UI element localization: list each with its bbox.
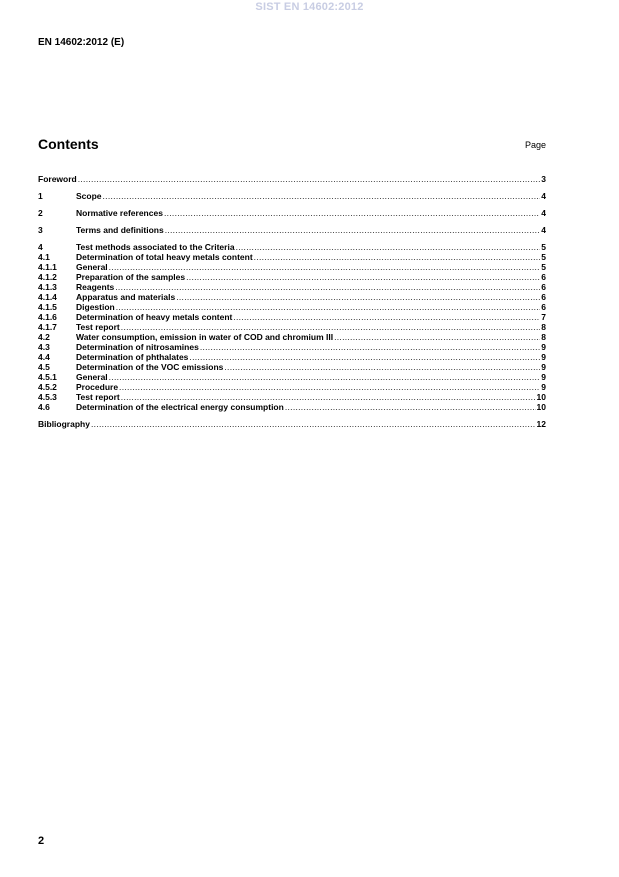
toc-entry-page: 8 xyxy=(541,322,546,332)
toc-entry-page: 6 xyxy=(541,292,546,302)
toc-entry-label: Determination of the VOC emissions xyxy=(76,362,224,372)
toc-dot-leader xyxy=(115,282,540,292)
toc-entry-number: 4.1.2 xyxy=(38,272,57,282)
toc-entry-number: 1 xyxy=(38,191,43,201)
watermark: SIST EN 14602:2012 xyxy=(255,1,364,13)
toc-entry-page: 4 xyxy=(541,208,546,218)
toc-dot-leader xyxy=(103,191,541,201)
toc-entry-label: Scope xyxy=(76,191,102,201)
toc-entry-label: General xyxy=(76,372,108,382)
toc-entry-label: Determination of total heavy metals content xyxy=(76,252,253,262)
toc-entry-number: 4.1.5 xyxy=(38,302,57,312)
toc-entry-normative-references[interactable] xyxy=(38,208,546,218)
contents-title: Contents xyxy=(38,136,99,152)
toc-entry-procedure[interactable] xyxy=(38,382,546,392)
toc-dot-leader xyxy=(165,225,541,235)
toc-entry-page: 4 xyxy=(541,191,546,201)
toc-entry-page: 5 xyxy=(541,242,546,252)
toc-entry-number: 4.1 xyxy=(38,252,50,262)
toc-entry-page: 10 xyxy=(536,392,546,402)
toc-dot-leader xyxy=(236,242,541,252)
toc-entry-number: 4 xyxy=(38,242,43,252)
document-id: EN 14602:2012 (E) xyxy=(38,37,125,48)
toc-dot-leader xyxy=(233,312,540,322)
toc-entry-page: 6 xyxy=(541,272,546,282)
toc-entry-page: 5 xyxy=(541,252,546,262)
toc-entry-page: 6 xyxy=(541,302,546,312)
toc-dot-leader xyxy=(164,208,540,218)
toc-entry-number: 4.1.6 xyxy=(38,312,57,322)
toc-dot-leader xyxy=(254,252,541,262)
toc-entry-page: 9 xyxy=(541,382,546,392)
table-of-contents xyxy=(38,174,546,429)
toc-entry-label: Water consumption, emission in water of COD and chromium III xyxy=(76,332,334,342)
toc-entry-number: 4.1.1 xyxy=(38,262,57,272)
toc-entry-label: Apparatus and materials xyxy=(76,292,176,302)
toc-entry-label: Determination of the electrical energy consumption xyxy=(76,402,284,412)
toc-entry-general[interactable] xyxy=(38,262,546,272)
toc-entry-voc-emissions[interactable] xyxy=(38,362,546,372)
toc-dot-leader xyxy=(119,382,540,392)
toc-entry-bibliography[interactable] xyxy=(38,419,546,429)
toc-entry-page: 6 xyxy=(541,282,546,292)
toc-entry-water-consumption[interactable] xyxy=(38,332,546,342)
toc-entry-label: Bibliography xyxy=(38,419,90,429)
toc-dot-leader xyxy=(121,392,536,402)
toc-entry-page: 9 xyxy=(541,342,546,352)
toc-entry-test-methods[interactable] xyxy=(38,242,546,252)
toc-entry-terms-and-definitions[interactable] xyxy=(38,225,546,235)
toc-dot-leader xyxy=(116,302,541,312)
toc-entry-number: 4.2 xyxy=(38,332,50,342)
toc-entry-number: 3 xyxy=(38,225,43,235)
page-column-label: Page xyxy=(524,140,546,150)
toc-entry-phthalates[interactable] xyxy=(38,352,546,362)
toc-entry-electrical-energy[interactable] xyxy=(38,402,546,412)
toc-entry-label: Test report xyxy=(76,392,120,402)
toc-entry-page: 7 xyxy=(541,312,546,322)
toc-entry-label: Determination of phthalates xyxy=(76,352,189,362)
toc-entry-apparatus-and-materials[interactable] xyxy=(38,292,546,302)
toc-entry-page: 10 xyxy=(536,402,546,412)
toc-entry-number: 4.1.7 xyxy=(38,322,57,332)
toc-entry-page: 9 xyxy=(541,352,546,362)
toc-dot-leader xyxy=(224,362,540,372)
toc-entry-number: 4.6 xyxy=(38,402,50,412)
toc-entry-nitrosamines[interactable] xyxy=(38,342,546,352)
toc-entry-label: Foreword xyxy=(38,174,77,184)
toc-entry-number: 4.5.1 xyxy=(38,372,57,382)
page-number: 2 xyxy=(38,835,45,847)
toc-entry-label: Test methods associated to the Criteria xyxy=(76,242,235,252)
toc-dot-leader xyxy=(91,419,536,429)
toc-dot-leader xyxy=(176,292,540,302)
toc-entry-label: Reagents xyxy=(76,282,115,292)
contents-header xyxy=(38,136,546,156)
toc-entry-number: 4.5.2 xyxy=(38,382,57,392)
toc-entry-test-report[interactable] xyxy=(38,322,546,332)
toc-dot-leader xyxy=(121,322,540,332)
toc-entry-number: 4.1.4 xyxy=(38,292,57,302)
toc-entry-label: Normative references xyxy=(76,208,163,218)
toc-entry-label: Digestion xyxy=(76,302,115,312)
toc-entry-page: 9 xyxy=(541,372,546,382)
toc-entry-number: 2 xyxy=(38,208,43,218)
toc-entry-number: 4.5 xyxy=(38,362,50,372)
toc-entry-page: 3 xyxy=(541,174,546,184)
toc-entry-heavy-metals-content[interactable] xyxy=(38,312,546,322)
toc-entry-foreword[interactable] xyxy=(38,174,546,184)
toc-entry-label: General xyxy=(76,262,108,272)
toc-dot-leader xyxy=(189,352,540,362)
toc-entry-digestion[interactable] xyxy=(38,302,546,312)
toc-entry-number: 4.1.3 xyxy=(38,282,57,292)
toc-entry-scope[interactable] xyxy=(38,191,546,201)
toc-dot-leader xyxy=(78,174,541,184)
toc-entry-label: Test report xyxy=(76,322,120,332)
toc-dot-leader xyxy=(200,342,540,352)
toc-entry-voc-test-report[interactable] xyxy=(38,392,546,402)
toc-entry-label: Determination of nitrosamines xyxy=(76,342,199,352)
toc-entry-page: 5 xyxy=(541,262,546,272)
toc-entry-label: Preparation of the samples xyxy=(76,272,186,282)
toc-entry-label: Terms and definitions xyxy=(76,225,164,235)
toc-entry-page: 4 xyxy=(541,225,546,235)
toc-entry-number: 4.5.3 xyxy=(38,392,57,402)
toc-entry-label: Determination of heavy metals content xyxy=(76,312,233,322)
toc-entry-number: 4.4 xyxy=(38,352,50,362)
toc-entry-label: Procedure xyxy=(76,382,119,392)
toc-dot-leader xyxy=(334,332,540,342)
toc-dot-leader xyxy=(186,272,540,282)
toc-dot-leader xyxy=(109,262,541,272)
toc-entry-page: 8 xyxy=(541,332,546,342)
toc-entry-reagents[interactable] xyxy=(38,282,546,292)
toc-entry-number: 4.3 xyxy=(38,342,50,352)
toc-entry-preparation-of-samples[interactable] xyxy=(38,272,546,282)
toc-entry-page: 12 xyxy=(536,419,546,429)
toc-entry-total-heavy-metals[interactable] xyxy=(38,252,546,262)
toc-entry-page: 9 xyxy=(541,362,546,372)
toc-entry-voc-general[interactable] xyxy=(38,372,546,382)
toc-dot-leader xyxy=(285,402,536,412)
toc-dot-leader xyxy=(109,372,541,382)
